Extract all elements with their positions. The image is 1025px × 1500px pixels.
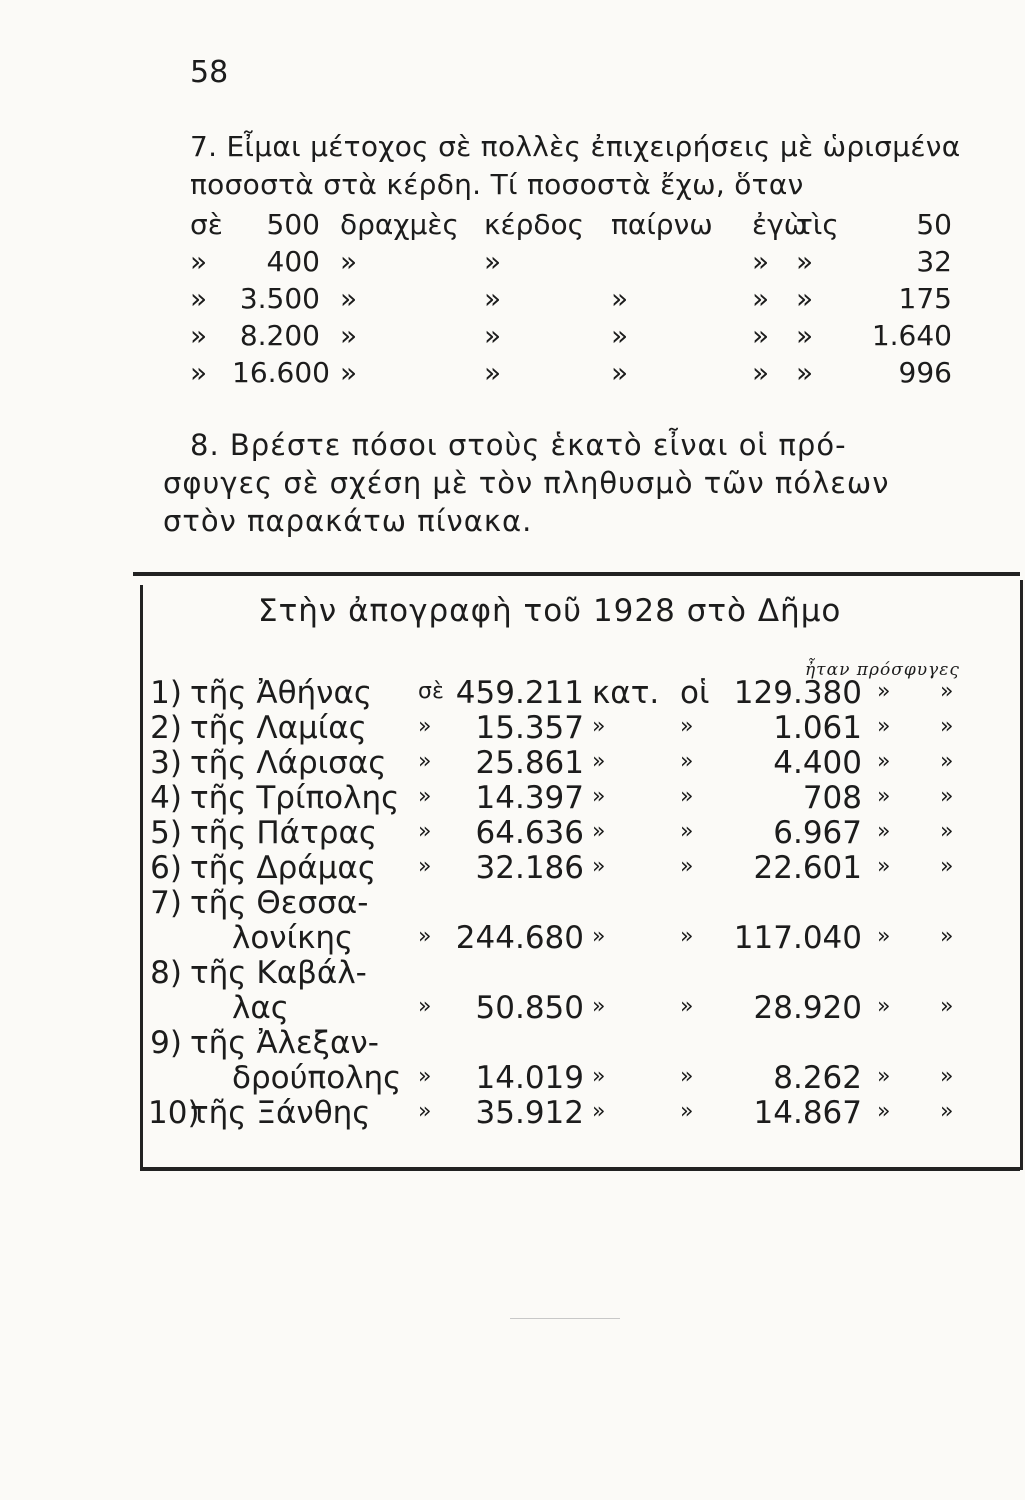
table-city: τῆς Ξάνθης <box>190 1095 371 1131</box>
table-city2: λας <box>232 990 289 1026</box>
problem-7-value: 50 <box>916 208 952 241</box>
table-m3: » <box>877 854 891 879</box>
table-m2: » <box>680 784 694 809</box>
table-sep: » <box>418 924 432 949</box>
table-m4: » <box>940 994 954 1019</box>
table-left-border <box>140 585 143 1167</box>
problem-8-line-2: σφυγες σὲ σχέση μὲ τὸν πληθυσμὸ τῶν πόλεων <box>163 466 890 500</box>
table-m1: » <box>592 854 606 879</box>
table-pop: 14.397 <box>475 780 584 816</box>
table-pop: 32.186 <box>475 850 584 886</box>
table-num: 3) <box>150 745 182 781</box>
table-m2: » <box>680 854 694 879</box>
table-refugees: 117.040 <box>733 920 862 956</box>
table-pop: 14.019 <box>475 1060 584 1096</box>
table-m3: » <box>877 1064 891 1089</box>
table-subheading: ἦταν πρόσφυγες <box>805 660 960 680</box>
problem-7-w4: » <box>752 356 770 389</box>
table-right-border <box>1020 580 1023 1170</box>
table-m3: » <box>877 679 891 704</box>
table-m1: » <box>592 819 606 844</box>
table-num: 6) <box>150 850 182 886</box>
table-pop: 64.636 <box>475 815 584 851</box>
problem-7-w3: » <box>611 282 629 315</box>
table-m2: » <box>680 924 694 949</box>
problem-7-w3: » <box>611 319 629 352</box>
table-m1: » <box>592 1099 606 1124</box>
table-m4: » <box>940 1064 954 1089</box>
problem-7-w2: » <box>484 282 502 315</box>
problem-7-w4: » <box>752 319 770 352</box>
problem-7-w4: » <box>752 282 770 315</box>
table-m3: » <box>877 1099 891 1124</box>
problem-7-w1: » <box>340 245 358 278</box>
problem-7-amount: 8.200 <box>239 319 320 352</box>
table-m3: » <box>877 784 891 809</box>
problem-7-w5: » <box>796 282 814 315</box>
problem-7-amount: 400 <box>266 245 320 278</box>
table-num: 2) <box>150 710 182 746</box>
table-city: τῆς Θεσσα- <box>190 885 369 921</box>
problem-7-lead: » <box>190 245 208 278</box>
table-refugees: 8.262 <box>773 1060 862 1096</box>
table-m1: » <box>592 784 606 809</box>
table-pop: 15.357 <box>475 710 584 746</box>
table-m4: » <box>940 784 954 809</box>
table-top-rule <box>133 572 1020 576</box>
table-refugees: 22.601 <box>753 850 862 886</box>
table-refugees: 1.061 <box>773 710 862 746</box>
table-m2: » <box>680 714 694 739</box>
table-sep: » <box>418 784 432 809</box>
table-m4: » <box>940 854 954 879</box>
problem-7-w1: » <box>340 282 358 315</box>
table-m2: » <box>680 1099 694 1124</box>
problem-7-line-2: ποσοστὰ στὰ κέρδη. Τί ποσοστὰ ἔχω, ὅταν <box>190 168 804 201</box>
table-num: 4) <box>150 780 182 816</box>
table-sep: » <box>418 749 432 774</box>
problem-7-amount: 16.600 <box>232 356 330 389</box>
problem-7-lead: » <box>190 282 208 315</box>
table-sep: » <box>418 819 432 844</box>
table-city: τῆς Ἀθήνας <box>190 675 373 711</box>
table-pop: 244.680 <box>455 920 584 956</box>
table-m3: » <box>877 749 891 774</box>
table-pop: 25.861 <box>475 745 584 781</box>
table-pop: 459.211 <box>455 675 584 711</box>
table-city: τῆς Καβάλ- <box>190 955 367 991</box>
table-m3: » <box>877 819 891 844</box>
problem-7-amount: 3.500 <box>239 282 320 315</box>
table-m1: κατ. <box>592 675 660 711</box>
table-m4: » <box>940 819 954 844</box>
page-number: 58 <box>190 55 229 90</box>
table-num: 8) <box>150 955 182 991</box>
problem-7-w1: δραχμὲς <box>340 208 459 241</box>
table-m2: οἱ <box>680 675 710 711</box>
problem-7-w5: » <box>796 356 814 389</box>
table-pop: 35.912 <box>475 1095 584 1131</box>
table-m2: » <box>680 819 694 844</box>
table-sep: » <box>418 714 432 739</box>
problem-7-lead: » <box>190 356 208 389</box>
table-sep: » <box>418 1064 432 1089</box>
problem-7-w1: » <box>340 356 358 389</box>
problem-7-w4: ἐγὼ <box>752 208 808 241</box>
table-m3: » <box>877 994 891 1019</box>
table-num: 10) <box>148 1095 200 1131</box>
table-m4: » <box>940 714 954 739</box>
table-refugees: 14.867 <box>753 1095 862 1131</box>
table-m4: » <box>940 1099 954 1124</box>
problem-7-w4: » <box>752 245 770 278</box>
table-m4: » <box>940 749 954 774</box>
table-sep: » <box>418 1099 432 1124</box>
problem-7-w2: κέρδος <box>484 208 585 241</box>
table-city: τῆς Λάρισας <box>190 745 387 781</box>
problem-7-value: 175 <box>898 282 952 315</box>
table-city: τῆς Ἀλεξαν- <box>190 1025 379 1061</box>
problem-7-lead: σὲ <box>190 208 223 241</box>
problem-7-w5: » <box>796 319 814 352</box>
problem-8-line-3: στὸν παρακάτω πίνακα. <box>163 504 533 538</box>
table-m1: » <box>592 924 606 949</box>
table-m2: » <box>680 749 694 774</box>
problem-7-w5: » <box>796 245 814 278</box>
table-m4: » <box>940 679 954 704</box>
table-m4: » <box>940 924 954 949</box>
table-city: τῆς Πάτρας <box>190 815 378 851</box>
problem-7-value: 32 <box>916 245 952 278</box>
table-pop: 50.850 <box>475 990 584 1026</box>
problem-7-w1: » <box>340 319 358 352</box>
problem-8-line-1: 8. Βρέστε πόσοι στοὺς ἑκατὸ εἶναι οἱ πρό- <box>190 428 847 462</box>
problem-7-w2: » <box>484 356 502 389</box>
problem-7-line-1: 7. Εἶμαι μέτοχος σὲ πολλὲς ἐπιχειρήσεις μὲ ὡρισμένα <box>190 130 961 163</box>
table-m3: » <box>877 714 891 739</box>
table-city: τῆς Δράμας <box>190 850 377 886</box>
table-num: 7) <box>150 885 182 921</box>
table-sep: » <box>418 994 432 1019</box>
table-heading: Στὴν ἀπογραφὴ τοῦ 1928 στὸ Δῆμο <box>258 593 842 629</box>
table-city2: λονίκης <box>232 920 354 956</box>
table-m1: » <box>592 994 606 1019</box>
problem-7-amount: 500 <box>266 208 320 241</box>
table-num: 1) <box>150 675 182 711</box>
table-num: 9) <box>150 1025 182 1061</box>
table-m3: » <box>877 924 891 949</box>
table-m1: » <box>592 1064 606 1089</box>
problem-7-w3: παίρνω <box>611 208 713 241</box>
table-m1: » <box>592 714 606 739</box>
table-m1: » <box>592 749 606 774</box>
problem-7-w3: » <box>611 356 629 389</box>
table-sep: σὲ <box>418 679 444 704</box>
table-sep: » <box>418 854 432 879</box>
problem-7-value: 1.640 <box>871 319 952 352</box>
problem-7-lead: » <box>190 319 208 352</box>
problem-7-value: 996 <box>898 356 952 389</box>
table-refugees: 708 <box>802 780 862 816</box>
table-refugees: 129.380 <box>733 675 862 711</box>
table-refugees: 4.400 <box>773 745 862 781</box>
table-refugees: 6.967 <box>773 815 862 851</box>
table-refugees: 28.920 <box>753 990 862 1026</box>
problem-7-w2: » <box>484 319 502 352</box>
problem-7-w5: τὶς <box>796 208 839 241</box>
table-city2: δρούπολης <box>232 1060 402 1096</box>
problem-7-w2: » <box>484 245 502 278</box>
table-num: 5) <box>150 815 182 851</box>
table-city: τῆς Τρίπολης <box>190 780 400 816</box>
table-bottom-rule <box>140 1167 1020 1171</box>
table-m2: » <box>680 1064 694 1089</box>
table-city: τῆς Λαμίας <box>190 710 367 746</box>
table-m2: » <box>680 994 694 1019</box>
footer-divider <box>510 1318 620 1319</box>
